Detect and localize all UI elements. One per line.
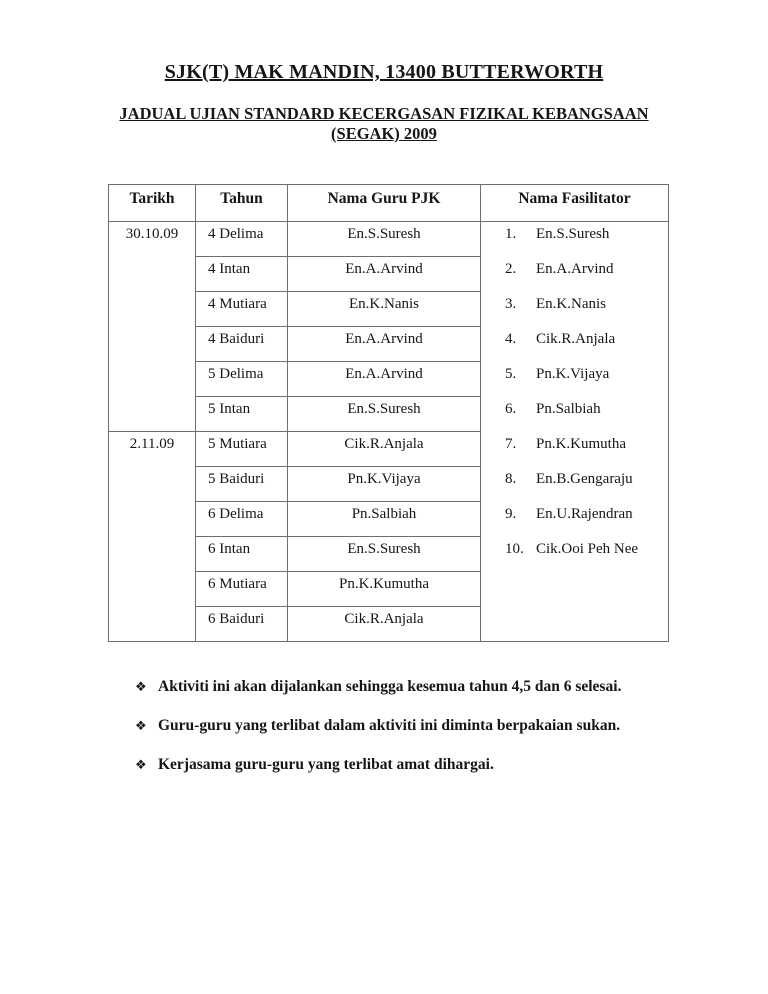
document-subtitle-line1: JADUAL UJIAN STANDARD KECERGASAN FIZIKAL KEBANGSAAN xyxy=(119,104,649,123)
guru-pjk-cell: Pn.K.Vijaya xyxy=(288,467,481,502)
document-title: SJK(T) MAK MANDIN, 13400 BUTTERWORTH xyxy=(164,61,604,83)
tahun-cell: 6 Baiduri xyxy=(196,607,288,642)
fasilitator-item xyxy=(505,331,668,366)
fasilitator-item xyxy=(505,506,668,541)
guru-pjk-cell: En.A.Arvind xyxy=(288,327,481,362)
fasilitator-item xyxy=(505,401,668,436)
diamond-bullet-icon: ❖ xyxy=(135,680,147,695)
tahun-cell: 5 Mutiara xyxy=(196,432,288,467)
tahun-cell: 5 Baiduri xyxy=(196,467,288,502)
fasilitator-name: En.U.Rajendran xyxy=(536,506,633,522)
fasilitator-item xyxy=(505,366,668,401)
guru-pjk-cell: Cik.R.Anjala xyxy=(288,432,481,467)
fasilitator-number: 9. xyxy=(505,506,517,522)
segak-schedule-table xyxy=(108,184,669,642)
document-subtitle-line2: (SEGAK) 2009 xyxy=(331,124,437,143)
note-item xyxy=(135,678,655,696)
fasilitator-number: 3. xyxy=(505,296,517,312)
fasilitator-number: 7. xyxy=(505,436,517,452)
guru-pjk-cell: En.S.Suresh xyxy=(288,397,481,432)
note-item xyxy=(135,756,655,774)
tahun-cell: 4 Intan xyxy=(196,257,288,292)
fasilitator-name: Cik.Ooi Peh Nee xyxy=(536,541,639,557)
guru-pjk-cell: Cik.R.Anjala xyxy=(288,607,481,642)
note-text: Guru-guru yang terlibat dalam aktiviti ini diminta berpakaian sukan. xyxy=(158,717,621,734)
fasilitator-number: 1. xyxy=(505,226,517,242)
fasilitator-name: Cik.R.Anjala xyxy=(536,331,616,347)
fasilitator-name: En.K.Nanis xyxy=(536,296,606,312)
guru-pjk-cell: En.A.Arvind xyxy=(288,257,481,292)
fasilitator-item xyxy=(505,296,668,331)
note-text: Aktiviti ini akan dijalankan sehingga kesemua tahun 4,5 dan 6 selesai. xyxy=(158,678,622,695)
tarikh-cell: 2.11.09 xyxy=(109,432,196,642)
fasilitator-item xyxy=(505,226,668,261)
document-subtitle xyxy=(0,104,768,144)
tahun-cell: 4 Mutiara xyxy=(196,292,288,327)
column-header-nama-guru-pjk: Nama Guru PJK xyxy=(288,185,481,222)
tarikh-cell: 30.10.09 xyxy=(109,222,196,432)
tahun-cell: 6 Intan xyxy=(196,537,288,572)
fasilitator-number: 5. xyxy=(505,366,517,382)
column-header-nama-fasilitator: Nama Fasilitator xyxy=(481,185,669,222)
guru-pjk-cell: En.A.Arvind xyxy=(288,362,481,397)
tahun-cell: 6 Delima xyxy=(196,502,288,537)
tahun-cell: 6 Mutiara xyxy=(196,572,288,607)
fasilitator-number: 4. xyxy=(505,331,517,347)
fasilitator-name: Pn.K.Vijaya xyxy=(536,366,610,382)
notes-list xyxy=(135,678,655,774)
fasilitator-item xyxy=(505,471,668,506)
fasilitator-number: 10. xyxy=(505,541,524,557)
fasilitator-name: En.A.Arvind xyxy=(536,261,614,277)
guru-pjk-cell: Pn.K.Kumutha xyxy=(288,572,481,607)
diamond-bullet-icon: ❖ xyxy=(135,719,147,734)
tahun-cell: 4 Baiduri xyxy=(196,327,288,362)
column-header-tarikh: Tarikh xyxy=(109,185,196,222)
table-row xyxy=(109,222,669,257)
note-item xyxy=(135,717,655,735)
guru-pjk-cell: En.S.Suresh xyxy=(288,537,481,572)
fasilitator-number: 8. xyxy=(505,471,517,487)
fasilitator-name: Pn.Salbiah xyxy=(536,401,601,417)
tahun-cell: 4 Delima xyxy=(196,222,288,257)
guru-pjk-cell: En.K.Nanis xyxy=(288,292,481,327)
guru-pjk-cell: En.S.Suresh xyxy=(288,222,481,257)
column-header-tahun: Tahun xyxy=(196,185,288,222)
fasilitator-name: Pn.K.Kumutha xyxy=(536,436,626,452)
table-header-row xyxy=(109,185,669,222)
table-body xyxy=(109,222,669,642)
note-text: Kerjasama guru-guru yang terlibat amat dihargai. xyxy=(158,756,494,773)
fasilitator-number: 6. xyxy=(505,401,517,417)
fasilitator-item xyxy=(505,261,668,296)
tahun-cell: 5 Intan xyxy=(196,397,288,432)
fasilitator-item xyxy=(505,541,668,576)
guru-pjk-cell: Pn.Salbiah xyxy=(288,502,481,537)
fasilitator-number: 2. xyxy=(505,261,517,277)
fasilitator-name: En.B.Gengaraju xyxy=(536,471,633,487)
tahun-cell: 5 Delima xyxy=(196,362,288,397)
diamond-bullet-icon: ❖ xyxy=(135,758,147,773)
fasilitator-name: En.S.Suresh xyxy=(536,226,610,242)
fasilitator-item xyxy=(505,436,668,471)
fasilitator-cell xyxy=(481,222,669,642)
